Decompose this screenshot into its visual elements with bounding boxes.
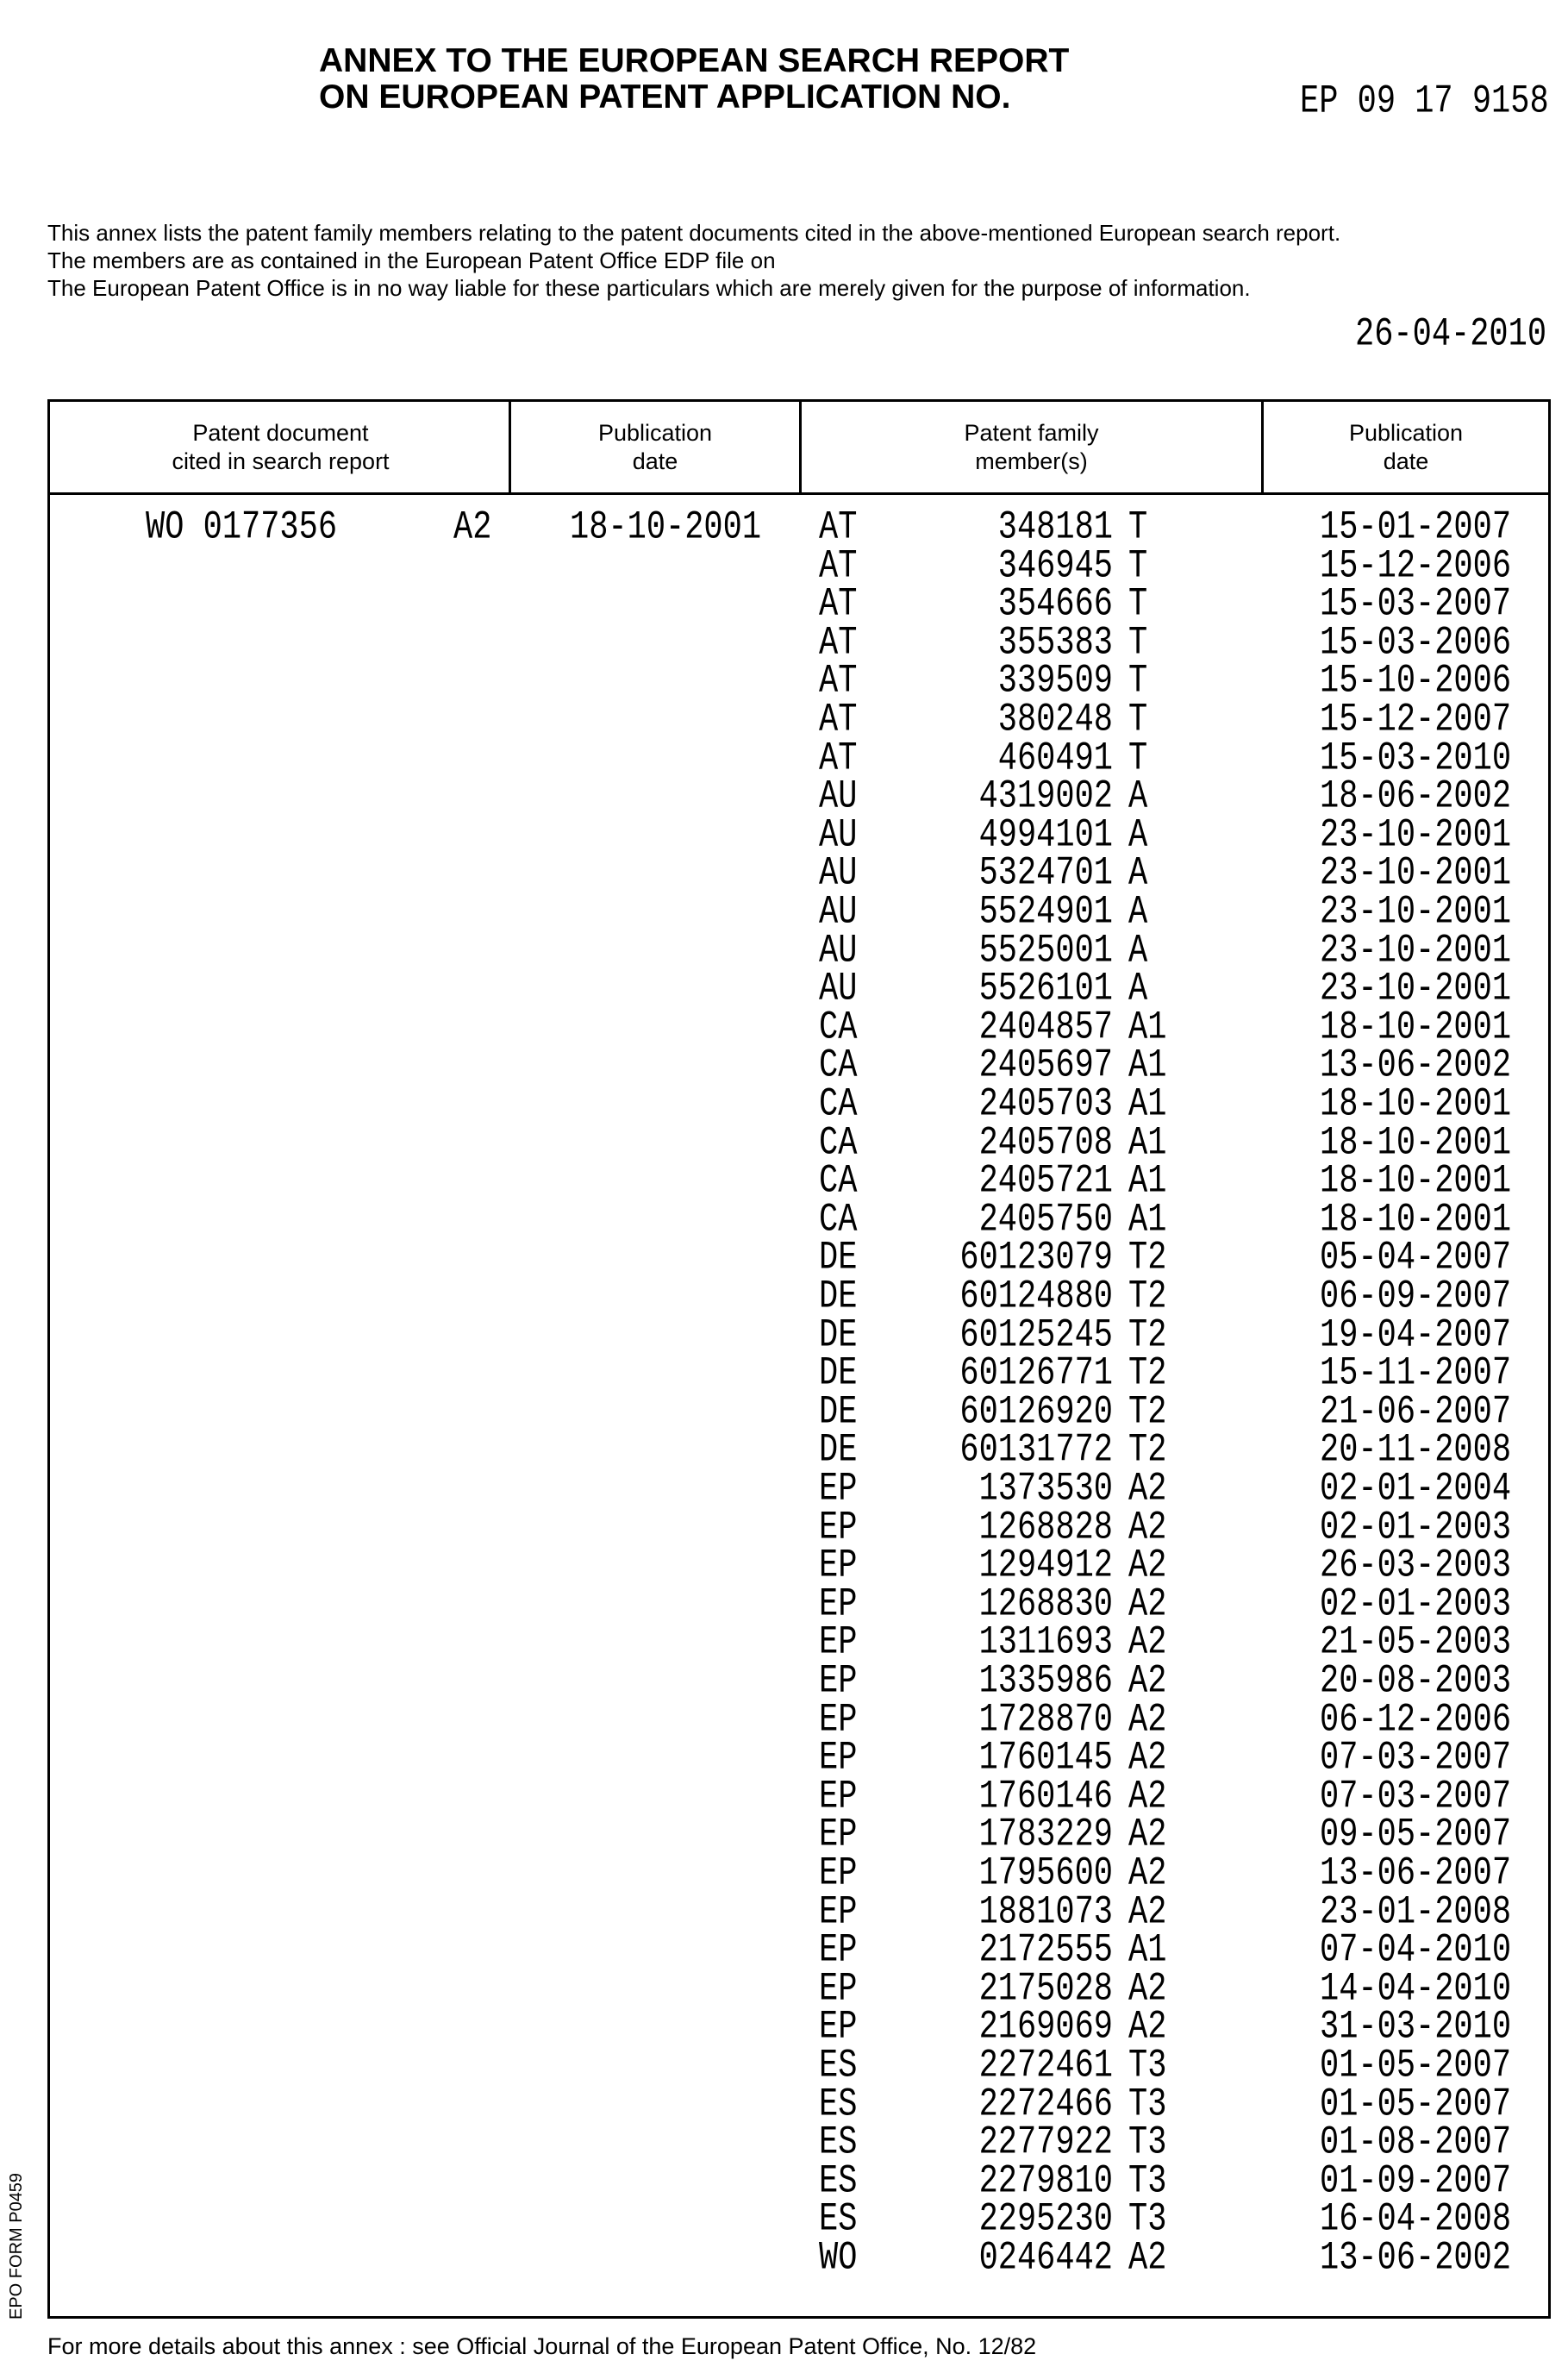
member-country: EP [819,1467,857,1512]
table-row [50,1582,1548,1621]
table-row [50,1543,1548,1582]
member-country: AU [819,774,857,820]
member-number: 1760145 [979,1736,1113,1781]
member-date: 23-10-2001 [1320,851,1511,897]
member-number: 60131772 [959,1428,1113,1474]
table-row [50,1506,1548,1544]
member-date: 01-09-2007 [1320,2159,1511,2205]
member-kind: A [1128,929,1147,974]
member-country: ES [819,2044,857,2089]
member-number: 1795600 [979,1851,1113,1897]
member-kind: A2 [1128,1813,1166,1858]
table-row [50,659,1548,698]
member-number: 2405703 [979,1082,1113,1128]
member-kind: T3 [1128,2044,1166,2089]
member-number: 4319002 [979,774,1113,820]
member-country: CA [819,1005,857,1051]
member-kind: A1 [1128,1198,1166,1243]
table-row [50,1082,1548,1121]
member-kind: A1 [1128,1928,1166,1974]
member-date: 23-10-2001 [1320,967,1511,1012]
title-line-1: ANNEX TO THE EUROPEAN SEARCH REPORT [319,43,1069,79]
table-row [50,2197,1548,2236]
member-number: 2405750 [979,1198,1113,1243]
table-row [50,582,1548,621]
member-country: EP [819,1659,857,1705]
member-country: EP [819,1851,857,1897]
member-kind: T [1128,505,1147,551]
member-number: 1294912 [979,1543,1113,1589]
member-date: 07-03-2007 [1320,1736,1511,1781]
table-row [50,1159,1548,1198]
member-date: 15-12-2006 [1320,544,1511,590]
table-row [50,1967,1548,2006]
member-country: AU [819,890,857,936]
footer-note: For more details about this annex : see Official Journal of the European Patent Office, No. 12/82 [47,2333,1036,2360]
member-kind: A [1128,851,1147,897]
member-country: EP [819,1813,857,1858]
member-number: 60126920 [959,1390,1113,1436]
table-row [50,1313,1548,1352]
header-text: Patent family [964,419,1098,448]
member-number: 5324701 [979,851,1113,897]
table-row [50,1775,1548,1813]
member-date: 13-06-2007 [1320,1851,1511,1897]
member-kind: A2 [1128,1890,1166,1936]
member-kind: A2 [1128,1736,1166,1781]
member-date: 26-03-2003 [1320,1543,1511,1589]
table-row [50,1659,1548,1698]
member-number: 2405708 [979,1121,1113,1167]
table-row [50,1274,1548,1313]
member-number: 60124880 [959,1274,1113,1320]
member-kind: T3 [1128,2082,1166,2128]
table-row [50,851,1548,890]
member-number: 2405697 [979,1043,1113,1089]
member-date: 07-03-2007 [1320,1775,1511,1820]
report-date: 26-04-2010 [1355,312,1546,358]
member-number: 60126771 [959,1351,1113,1397]
report-title [319,43,1069,116]
member-country: DE [819,1313,857,1359]
member-date: 15-03-2007 [1320,582,1511,628]
member-number: 2404857 [979,1005,1113,1051]
member-country: EP [819,1582,857,1628]
member-country: DE [819,1390,857,1436]
member-country: AU [819,851,857,897]
cited-number: WO 0177356 [146,505,337,551]
member-number: 1783229 [979,1813,1113,1858]
member-date: 15-01-2007 [1320,505,1511,551]
member-kind: T2 [1128,1428,1166,1474]
table-row [50,505,1548,544]
member-kind: A1 [1128,1043,1166,1089]
member-kind: A2 [1128,1659,1166,1705]
table-row [50,2120,1548,2159]
member-country: EP [819,1967,857,2013]
header-text: date [598,448,712,476]
member-country: AT [819,621,857,667]
member-date: 02-01-2004 [1320,1467,1511,1512]
member-kind: A2 [1128,1967,1166,2013]
member-date: 15-11-2007 [1320,1351,1511,1397]
table-row [50,1736,1548,1775]
member-country: AT [819,544,857,590]
member-kind: A [1128,813,1147,859]
header-cited-document [50,402,511,492]
table-row [50,2082,1548,2121]
member-country: AT [819,582,857,628]
table-row [50,2044,1548,2082]
member-country: ES [819,2120,857,2166]
table-row [50,1198,1548,1237]
member-date: 20-08-2003 [1320,1659,1511,1705]
member-date: 23-10-2001 [1320,813,1511,859]
member-number: 355383 [998,621,1113,667]
table-row [50,1467,1548,1506]
member-country: EP [819,1620,857,1666]
member-date: 20-11-2008 [1320,1428,1511,1474]
member-country: EP [819,1775,857,1820]
member-number: 5525001 [979,929,1113,974]
member-kind: A2 [1128,1698,1166,1744]
member-country: CA [819,1082,857,1128]
member-number: 460491 [998,736,1113,782]
member-kind: T3 [1128,2120,1166,2166]
member-date: 23-10-2001 [1320,890,1511,936]
member-kind: A2 [1128,1467,1166,1512]
member-kind: A2 [1128,1851,1166,1897]
member-date: 23-10-2001 [1320,929,1511,974]
header-family-publication-date [1264,402,1548,492]
member-country: EP [819,1543,857,1589]
header-text: Publication [1349,419,1463,448]
member-date: 06-12-2006 [1320,1698,1511,1744]
table-row [50,967,1548,1005]
member-kind: A1 [1128,1005,1166,1051]
table-row [50,1428,1548,1467]
table-row [50,1698,1548,1737]
member-date: 14-04-2010 [1320,1967,1511,2013]
member-number: 1881073 [979,1890,1113,1936]
member-number: 2277922 [979,2120,1113,2166]
member-number: 2172555 [979,1928,1113,1974]
member-date: 21-06-2007 [1320,1390,1511,1436]
table-row [50,621,1548,660]
member-number: 2279810 [979,2159,1113,2205]
member-kind: T2 [1128,1390,1166,1436]
member-number: 5526101 [979,967,1113,1012]
table-row [50,774,1548,813]
table-row [50,2005,1548,2044]
intro-line: The members are as contained in the European Patent Office EDP file on [47,247,1340,274]
member-number: 1268830 [979,1582,1113,1628]
table-row [50,1351,1548,1390]
member-number: 1760146 [979,1775,1113,1820]
member-country: AU [819,967,857,1012]
intro-line: This annex lists the patent family members relating to the patent documents cited in the above-mentioned European search report. [47,219,1340,247]
member-kind: T [1128,582,1147,628]
member-kind: A [1128,890,1147,936]
member-kind: T3 [1128,2197,1166,2243]
table-row [50,2159,1548,2198]
member-kind: A [1128,967,1147,1012]
member-kind: A2 [1128,1620,1166,1666]
member-date: 02-01-2003 [1320,1582,1511,1628]
member-number: 2272466 [979,2082,1113,2128]
table-row [50,1121,1548,1160]
form-label: EPO FORM P0459 [7,2173,27,2320]
table-row [50,1851,1548,1890]
member-date: 13-06-2002 [1320,2236,1511,2282]
intro-text [47,219,1340,302]
table-row [50,1005,1548,1044]
table-row [50,1620,1548,1659]
member-country: EP [819,1698,857,1744]
member-date: 01-08-2007 [1320,2120,1511,2166]
member-kind: A2 [1128,2005,1166,2051]
member-number: 2295230 [979,2197,1113,2243]
member-kind: T [1128,736,1147,782]
table-row [50,544,1548,583]
member-date: 21-05-2003 [1320,1620,1511,1666]
member-kind: T [1128,544,1147,590]
cited-date: 18-10-2001 [570,505,761,551]
member-number: 339509 [998,659,1113,704]
member-date: 18-10-2001 [1320,1121,1511,1167]
member-country: EP [819,1506,857,1551]
intro-line: The European Patent Office is in no way liable for these particulars which are merely given for the purpose of information. [47,274,1340,302]
member-date: 16-04-2008 [1320,2197,1511,2243]
table-row [50,1890,1548,1929]
member-date: 18-06-2002 [1320,774,1511,820]
header-publication-date [511,402,799,492]
member-country: DE [819,1236,857,1281]
title-line-2: ON EUROPEAN PATENT APPLICATION NO. [319,79,1069,116]
table-row [50,1043,1548,1082]
member-kind: A1 [1128,1082,1166,1128]
member-country: ES [819,2082,857,2128]
header-text: Patent document [172,419,389,448]
member-country: AU [819,929,857,974]
member-country: AT [819,736,857,782]
header-text: date [1349,448,1463,476]
member-number: 2169069 [979,2005,1113,2051]
member-number: 2272461 [979,2044,1113,2089]
header-text: cited in search report [172,448,389,476]
member-kind: A2 [1128,1582,1166,1628]
table-header [50,402,1548,495]
member-country: AT [819,659,857,704]
member-country: DE [819,1428,857,1474]
member-number: 1335986 [979,1659,1113,1705]
member-kind: A2 [1128,1543,1166,1589]
member-country: EP [819,2005,857,2051]
member-kind: T [1128,698,1147,743]
table-row [50,929,1548,967]
member-country: AU [819,813,857,859]
cited-kind: A2 [453,505,491,551]
member-kind: T [1128,621,1147,667]
header-text: Publication [598,419,712,448]
patent-family-table [47,399,1551,2319]
member-date: 19-04-2007 [1320,1313,1511,1359]
table-row [50,813,1548,852]
member-kind: T [1128,659,1147,704]
member-date: 07-04-2010 [1320,1928,1511,1974]
member-country: AT [819,505,857,551]
member-kind: T2 [1128,1236,1166,1281]
table-row [50,890,1548,929]
member-kind: T2 [1128,1313,1166,1359]
member-kind: A1 [1128,1121,1166,1167]
member-number: 1728870 [979,1698,1113,1744]
member-country: CA [819,1043,857,1089]
member-kind: T2 [1128,1274,1166,1320]
member-date: 13-06-2002 [1320,1043,1511,1089]
member-kind: T2 [1128,1351,1166,1397]
member-number: 380248 [998,698,1113,743]
member-date: 18-10-2001 [1320,1198,1511,1243]
member-number: 354666 [998,582,1113,628]
table-row [50,1813,1548,1851]
table-row [50,2236,1548,2275]
member-number: 2175028 [979,1967,1113,2013]
member-country: EP [819,1928,857,1974]
member-country: ES [819,2197,857,2243]
member-country: EP [819,1890,857,1936]
member-kind: A [1128,774,1147,820]
member-date: 18-10-2001 [1320,1082,1511,1128]
member-date: 06-09-2007 [1320,1274,1511,1320]
member-number: 0246442 [979,2236,1113,2282]
member-country: EP [819,1736,857,1781]
member-kind: A2 [1128,1506,1166,1551]
member-date: 05-04-2007 [1320,1236,1511,1281]
member-country: DE [819,1274,857,1320]
member-date: 15-03-2010 [1320,736,1511,782]
member-number: 1373530 [979,1467,1113,1512]
member-kind: T3 [1128,2159,1166,2205]
member-number: 60123079 [959,1236,1113,1281]
member-number: 1268828 [979,1506,1113,1551]
table-row [50,1928,1548,1967]
member-kind: A1 [1128,1159,1166,1205]
member-date: 18-10-2001 [1320,1005,1511,1051]
member-date: 01-05-2007 [1320,2082,1511,2128]
header-text: member(s) [964,448,1098,476]
member-number: 5524901 [979,890,1113,936]
member-number: 346945 [998,544,1113,590]
application-number: EP 09 17 9158 [1300,79,1549,125]
member-country: AT [819,698,857,743]
member-date: 01-05-2007 [1320,2044,1511,2089]
member-country: CA [819,1121,857,1167]
table-row [50,1236,1548,1274]
member-number: 1311693 [979,1620,1113,1666]
member-number: 2405721 [979,1159,1113,1205]
member-date: 18-10-2001 [1320,1159,1511,1205]
member-date: 15-12-2007 [1320,698,1511,743]
member-country: CA [819,1159,857,1205]
member-date: 02-01-2003 [1320,1506,1511,1551]
member-country: CA [819,1198,857,1243]
member-kind: A2 [1128,2236,1166,2282]
member-number: 4994101 [979,813,1113,859]
table-row [50,1390,1548,1429]
header-family-members [802,402,1261,492]
member-date: 09-05-2007 [1320,1813,1511,1858]
member-country: WO [819,2236,857,2282]
member-country: DE [819,1351,857,1397]
member-country: ES [819,2159,857,2205]
member-number: 348181 [998,505,1113,551]
table-row [50,736,1548,775]
member-date: 23-01-2008 [1320,1890,1511,1936]
table-row [50,698,1548,736]
member-date: 31-03-2010 [1320,2005,1511,2051]
member-kind: A2 [1128,1775,1166,1820]
member-number: 60125245 [959,1313,1113,1359]
member-date: 15-03-2006 [1320,621,1511,667]
member-date: 15-10-2006 [1320,659,1511,704]
